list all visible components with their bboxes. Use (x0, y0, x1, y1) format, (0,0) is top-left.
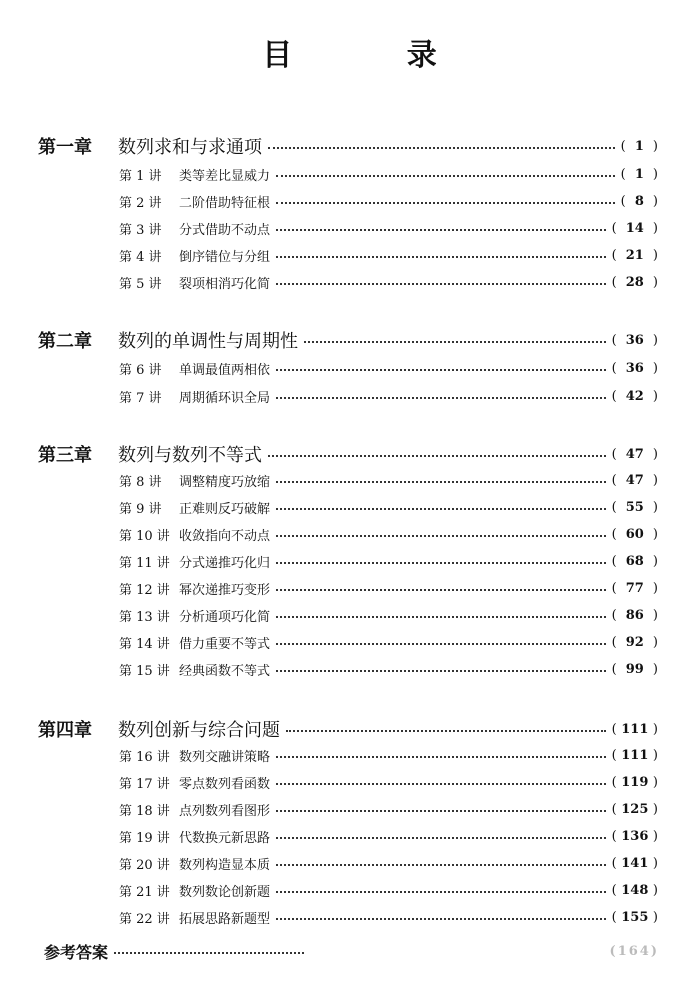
lecture-title: 倒序错位与分组 (179, 249, 271, 265)
page-number: ( 141 ) (611, 855, 658, 871)
lecture-number: 第 3 讲 (119, 222, 162, 238)
lecture-number: 第 18 讲 (119, 803, 170, 819)
lecture-number: 第 21 讲 (119, 884, 170, 900)
page-number: ( 47 ) (611, 446, 658, 462)
lecture-title: 数列数论创新题 (179, 884, 271, 900)
chapter-number: 第一章 (38, 137, 92, 158)
page-number: ( 1 ) (620, 138, 658, 154)
page-number: ( 36 ) (611, 360, 658, 376)
leader-dots (276, 369, 606, 371)
leader-dots (276, 202, 615, 204)
lecture-number: 第 16 讲 (119, 749, 170, 765)
leader-dots (268, 455, 606, 457)
leader-dots (276, 783, 606, 785)
leader-dots (276, 562, 606, 564)
lecture-row[interactable] (119, 189, 658, 213)
page-number: ( 1 ) (620, 166, 658, 182)
chapter-title: 数列的单调性与周期性 (118, 331, 298, 352)
lecture-number: 第 15 讲 (119, 663, 170, 679)
page-number: (164) (609, 943, 659, 959)
chapter-title: 数列与数列不等式 (118, 445, 262, 466)
lecture-title: 类等差比显威力 (179, 168, 271, 184)
lecture-number: 第 2 讲 (119, 195, 162, 211)
page-number: ( 86 ) (611, 607, 658, 623)
leader-dots (276, 283, 606, 285)
page-number: ( 148 ) (611, 882, 658, 898)
lecture-title: 拓展思路新题型 (179, 911, 271, 927)
page-number: ( 68 ) (611, 553, 658, 569)
page-number: ( 111 ) (611, 721, 658, 737)
lecture-row[interactable] (119, 549, 658, 573)
page-number: ( 28 ) (611, 274, 658, 290)
leader-dots (286, 730, 606, 732)
lecture-number: 第 9 讲 (119, 501, 162, 517)
page-number: ( 77 ) (611, 580, 658, 596)
leader-dots (276, 589, 606, 591)
lecture-row[interactable] (119, 162, 658, 186)
lecture-row[interactable] (119, 603, 658, 627)
chapter-number: 第二章 (38, 331, 92, 352)
leader-dots (276, 397, 606, 399)
lecture-number: 第 5 讲 (119, 276, 162, 292)
leader-dots (276, 481, 606, 483)
page-number: ( 47 ) (611, 472, 658, 488)
lecture-row[interactable] (119, 495, 658, 519)
lecture-row[interactable] (119, 468, 658, 492)
lecture-row[interactable] (119, 743, 658, 767)
lecture-title: 幂次递推巧变形 (179, 582, 271, 598)
lecture-row[interactable] (119, 878, 658, 902)
lecture-title: 代数换元新思路 (179, 830, 271, 846)
page-number: ( 92 ) (611, 634, 658, 650)
lecture-title: 二阶借助特征根 (179, 195, 271, 211)
lecture-number: 第 17 讲 (119, 776, 170, 792)
lecture-number: 第 1 讲 (119, 168, 162, 184)
lecture-row[interactable] (119, 657, 658, 681)
page-number: ( 55 ) (611, 499, 658, 515)
lecture-title: 正难则反巧破解 (179, 501, 271, 517)
page-number: ( 60 ) (611, 526, 658, 542)
lecture-row[interactable] (119, 216, 658, 240)
leader-dots (268, 147, 615, 149)
lecture-number: 第 14 讲 (119, 636, 170, 652)
lecture-number: 第 10 讲 (119, 528, 170, 544)
lecture-number: 第 7 讲 (119, 390, 162, 406)
lecture-title: 借力重要不等式 (179, 636, 271, 652)
leader-dots (276, 891, 606, 893)
lecture-row[interactable] (119, 797, 658, 821)
lecture-row[interactable] (119, 270, 658, 294)
lecture-title: 裂项相消巧化简 (179, 276, 271, 292)
lecture-row[interactable] (119, 905, 658, 929)
lecture-number: 第 6 讲 (119, 362, 162, 378)
lecture-row[interactable] (119, 522, 658, 546)
lecture-title: 点列数列看图形 (179, 803, 271, 819)
answers-title: 参考答案 (44, 942, 109, 962)
chapter-title: 数列创新与综合问题 (118, 720, 280, 741)
leader-dots (304, 341, 606, 343)
page-number: ( 36 ) (611, 332, 658, 348)
leader-dots (276, 670, 606, 672)
chapter-title: 数列求和与求通项 (118, 137, 262, 158)
lecture-row[interactable] (119, 630, 658, 654)
leader-dots (276, 837, 606, 839)
lecture-title: 经典函数不等式 (179, 663, 271, 679)
chapter-3-row[interactable] (38, 442, 658, 466)
answers-row[interactable] (44, 939, 659, 963)
page-number: ( 21 ) (611, 247, 658, 263)
leader-dots (276, 756, 606, 758)
lecture-number: 第 22 讲 (119, 911, 170, 927)
lecture-number: 第 13 讲 (119, 609, 170, 625)
page-number: ( 14 ) (611, 220, 658, 236)
lecture-number: 第 20 讲 (119, 857, 170, 873)
leader-dots (276, 864, 606, 866)
lecture-title: 数列构造显本质 (179, 857, 271, 873)
leader-dots (276, 810, 606, 812)
lecture-number: 第 12 讲 (119, 582, 170, 598)
chapter-2-row[interactable] (38, 328, 658, 352)
lecture-title: 分析通项巧化简 (179, 609, 271, 625)
lecture-row[interactable] (119, 851, 658, 875)
leader-dots (276, 643, 606, 645)
leader-dots (276, 256, 606, 258)
page-number: ( 8 ) (620, 193, 658, 209)
chapter-number: 第三章 (38, 445, 92, 466)
leader-dots (276, 918, 606, 920)
page-number: ( 42 ) (611, 388, 658, 404)
lecture-title: 分式借助不动点 (179, 222, 271, 238)
chapter-1-row[interactable] (38, 134, 658, 158)
lecture-row[interactable] (119, 356, 658, 380)
lecture-row[interactable] (119, 384, 658, 408)
lecture-number: 第 4 讲 (119, 249, 162, 265)
chapter-number: 第四章 (38, 720, 92, 741)
page-number: ( 111 ) (611, 747, 658, 763)
leader-dots (276, 175, 615, 177)
lecture-row[interactable] (119, 824, 658, 848)
leader-dots (276, 508, 606, 510)
page-number: ( 99 ) (611, 661, 658, 677)
leader-dots (276, 535, 606, 537)
page-number: ( 125 ) (611, 801, 658, 817)
lecture-number: 第 11 讲 (119, 555, 170, 571)
leader-dots (276, 229, 606, 231)
lecture-number: 第 19 讲 (119, 830, 170, 846)
lecture-row[interactable] (119, 576, 658, 600)
lecture-title: 周期循环识全局 (179, 390, 271, 406)
lecture-row[interactable] (119, 243, 658, 267)
leader-dots (276, 616, 606, 618)
lecture-title: 零点数列看函数 (179, 776, 271, 792)
chapter-4-row[interactable] (38, 717, 658, 741)
page-number: ( 119 ) (611, 774, 658, 790)
lecture-title: 单调最值两相依 (179, 362, 271, 378)
lecture-title: 调整精度巧放缩 (179, 474, 271, 490)
page-number: ( 136 ) (611, 828, 658, 844)
lecture-number: 第 8 讲 (119, 474, 162, 490)
lecture-title: 分式递推巧化归 (179, 555, 271, 571)
page-number: ( 155 ) (611, 909, 658, 925)
lecture-row[interactable] (119, 770, 658, 794)
lecture-title: 数列交融讲策略 (179, 749, 271, 765)
leader-dots (114, 952, 304, 954)
lecture-title: 收敛指向不动点 (179, 528, 271, 544)
page-title: 目 录 (262, 38, 489, 73)
